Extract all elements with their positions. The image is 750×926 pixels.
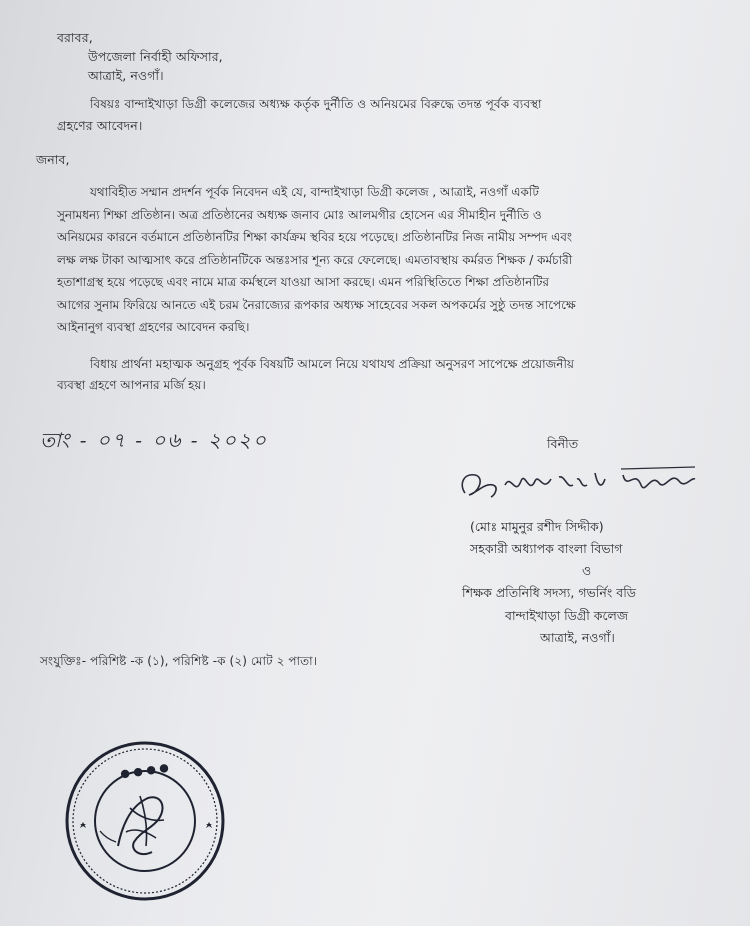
salutation-to: বরাবর, [57,30,93,45]
date-handwritten: তাং - ০৭ - ০৬ - ২০২০ [40,428,268,452]
paragraph-line: ব্যবস্থা গ্রহণে আপনার মর্জি হয়। [57,378,206,392]
recipient-line-2: আত্রাই, নওগাঁ। [88,68,164,83]
paragraph-line: হতাশাগ্রস্থ হয়ে পড়েছে এবং নামে মাত্র কর্মস্থলে যাওয়া আসা করছে। এমন পরিস্থিতিতে শিক্ষা প্রতিষ্ঠানটির [57,275,550,289]
closing-text: বিনীত [547,436,579,451]
paragraph-line: যথাবিহীত সম্মান প্রদর্শন পূর্বক নিবেদন এই যে, বান্দাইখাড়া ডিগ্রী কলেজ , আত্রাই, নওগাঁ একটি [90,185,539,199]
paragraph-line: লক্ষ লক্ষ টাকা আত্মসাৎ করে প্রতিষ্ঠানটিকে অন্তঃসার শূন্য করে ফেলেছে। এমতাবস্থায় কর্মরত শিক্ষক / কর্মচারী [57,253,573,267]
paragraph-line: অনিয়মের কারনে বর্তমানে প্রতিষ্ঠানটির শিক্ষা কার্যক্রম স্থবির হয়ে পড়েছে। প্রতিষ্ঠানটির নিজ নামীয় সম্পদ এবং [57,230,573,244]
official-seal-stamp [60,736,230,906]
paragraph-line: সুনামধন্য শিক্ষা প্রতিষ্ঠান। অত্র প্রতিষ্ঠানের অধ্যক্ষ জনাব মোঃ আলমগীর হোসেন এর সীমাহীন দুর্নীতি ও [57,208,542,222]
recipient-line-1: উপজেলা নির্বাহী অফিসার, [88,49,223,64]
signer-conjunction: ও [582,563,592,578]
signer-location: আত্রাই, নওগাঁ। [540,630,615,645]
subject-line-1: বিষয়ঃ বান্দাইখাড়া ডিগ্রী কলেজের অধ্যক্ষ কর্তৃক দুর্নীতি ও অনিয়মের বিরুদ্ধে তদন্ত পূর্বক ব্যবস্থা [90,97,542,111]
signer-name: (মোঃ মামুনুর রশীদ সিদ্দীক) [470,519,604,534]
paragraph-line: আইনানুগ ব্যবস্থা গ্রহণের আবেদন করছি। [57,320,250,334]
handwritten-signature [455,455,705,515]
signer-title: সহকারী অধ্যাপক বাংলা বিভাগ [470,541,623,556]
paragraph-line: আগের সুনাম ফিরিয়ে আনতে এই চরম নৈরাজ্যের রূপকার অধ্যক্ষ সাহেবের সকল অপকর্মের সুষ্ঠু তদন্ত সাপেক্ষে [57,298,576,312]
paragraph-line: বিধায় প্রার্থনা মহাত্মক অনুগ্রহ পূর্বক বিষয়টি আমলে নিয়ে যথাযথ প্রক্রিয়া অনুসরণ সাপেক্ষে প্রয়োজনীয় [90,357,574,371]
greeting: জনাব, [36,152,70,167]
svg-text:● ● ● ●: ● ● ● ● [119,760,170,781]
subject-line-2: গ্রহণের আবেদন। [57,118,143,133]
attachment-note: সংযুক্তিঃ- পরিশিষ্ট -ক (১), পরিশিষ্ট -ক (২) মোট ২ পাতা। [40,654,318,668]
signer-role: শিক্ষক প্রতিনিধি সদস্য, গভর্নিং বডি [462,585,636,600]
signer-institution: বান্দাইখাড়া ডিগ্রী কলেজ [505,608,629,623]
